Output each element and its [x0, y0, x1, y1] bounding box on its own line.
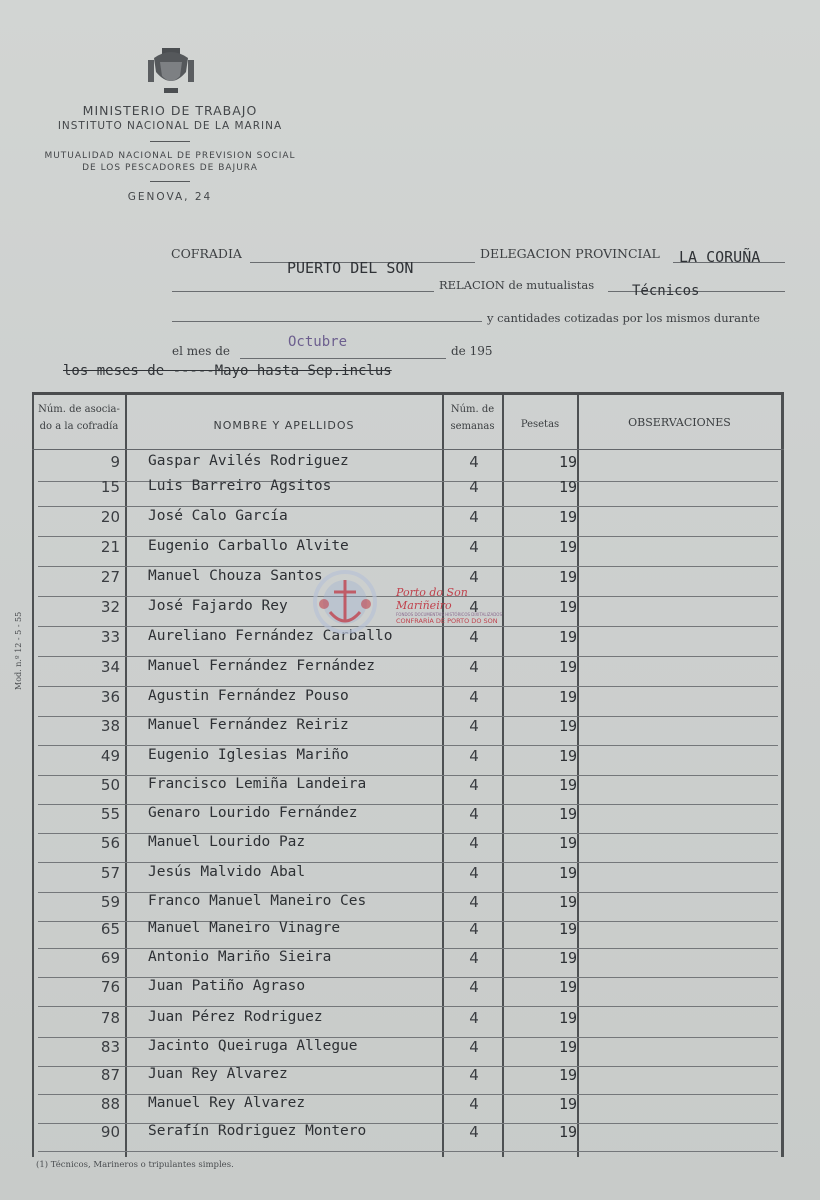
weeks-count: 4: [469, 893, 479, 911]
members-table: [32, 392, 784, 1157]
pesetas-amount: 19: [559, 805, 578, 823]
header-rule: [32, 449, 784, 450]
cantidades-label: y cantidades cotizadas por los mismos durante: [487, 311, 760, 325]
anchor-seal-icon: [312, 562, 378, 642]
weeks-count: 4: [469, 688, 479, 706]
weeks-count: 4: [469, 747, 479, 765]
weeks-count: 4: [469, 1123, 479, 1141]
pesetas-amount: 19: [559, 568, 578, 586]
header-num-asociado: [34, 401, 124, 435]
table-row: [32, 1009, 784, 1038]
weeks-count: 4: [469, 478, 479, 496]
member-name: Eugenio Iglesias Mariño: [148, 747, 349, 763]
weeks-count: 4: [469, 978, 479, 996]
blank-underline: [172, 291, 434, 292]
weeks-count: 4: [469, 1095, 479, 1113]
member-name: Franco Manuel Maneiro Ces: [148, 893, 367, 909]
weeks-count: 4: [469, 1009, 479, 1027]
member-number: 38: [100, 717, 120, 735]
table-row: [32, 538, 784, 567]
member-name: Manuel Rey Alvarez: [148, 1095, 306, 1111]
form-model-number: Mod. n.º 12 - 5 - 55: [14, 611, 23, 690]
table-row: [32, 949, 784, 978]
member-number: 50: [100, 776, 120, 794]
row-rule: [38, 862, 778, 863]
member-number: 49: [100, 747, 120, 765]
mutual-name-line1: MUTUALIDAD NACIONAL DE PREVISION SOCIAL: [44, 151, 296, 161]
mes-underline: [240, 358, 446, 359]
watermark-subtitle: FONDOS DOCUMENTAIS HISTÓRICOS DIXITALIZADOS: [396, 612, 502, 617]
pesetas-amount: 19: [559, 1095, 578, 1113]
weeks-count: 4: [469, 864, 479, 882]
row-rule: [38, 626, 778, 627]
member-name: Jacinto Queiruga Allegue: [148, 1038, 358, 1054]
member-number: 27: [100, 568, 120, 586]
row-rule: [38, 536, 778, 537]
table-row: [32, 747, 784, 776]
pesetas-amount: 19: [559, 688, 578, 706]
member-number: 78: [100, 1009, 120, 1027]
table-row: [32, 805, 784, 834]
weeks-count: 4: [469, 920, 479, 938]
pesetas-amount: 19: [559, 1009, 578, 1027]
weeks-count: 4: [469, 598, 479, 616]
relacion-label: RELACION de mutualistas: [439, 278, 595, 292]
blank-underline: [172, 321, 482, 322]
weeks-count: 4: [469, 717, 479, 735]
pesetas-amount: 19: [559, 978, 578, 996]
pesetas-amount: 19: [559, 628, 578, 646]
delegacion-label: DELEGACION PROVINCIAL: [480, 246, 660, 261]
member-name: Aureliano Fernández Carballo: [148, 628, 393, 644]
table-row: [32, 776, 784, 805]
table-row: [32, 478, 784, 507]
member-name: Juan Patiño Agraso: [148, 978, 306, 994]
header-pesetas: Pesetas: [520, 419, 560, 430]
member-number: 21: [100, 538, 120, 556]
table-row: [32, 864, 784, 893]
member-name: Manuel Maneiro Vinagre: [148, 920, 341, 936]
cofradia-value: PUERTO DEL SON: [287, 259, 414, 277]
table-row: [32, 688, 784, 717]
table-row: [32, 1038, 784, 1067]
weeks-count: 4: [469, 568, 479, 586]
member-name: Francisco Lemiña Landeira: [148, 776, 367, 792]
table-row: [32, 834, 784, 863]
table-row: [32, 717, 784, 746]
weeks-count: 4: [469, 508, 479, 526]
member-number: 34: [100, 658, 120, 676]
table-row: [32, 1123, 784, 1152]
table-row: [32, 1095, 784, 1124]
table-row: [32, 508, 784, 537]
mes-value: Octubre: [288, 334, 348, 350]
weeks-count: 4: [469, 805, 479, 823]
struck-text: los meses de -----Mayo hasta Sep.inclus: [63, 363, 392, 379]
pesetas-amount: 19: [559, 864, 578, 882]
table-row: [32, 1066, 784, 1095]
weeks-count: 4: [469, 834, 479, 852]
weeks-count: 4: [469, 453, 479, 471]
weeks-count: 4: [469, 949, 479, 967]
member-name: Genaro Lourido Fernández: [148, 805, 358, 821]
member-number: 76: [100, 978, 120, 996]
watermark-title: Porto do Son Mariñeiro: [396, 586, 468, 612]
address: GENOVA, 24: [127, 191, 213, 203]
member-number: 57: [100, 864, 120, 882]
pesetas-amount: 19: [559, 453, 578, 471]
member-name: Agustin Fernández Pouso: [148, 688, 349, 704]
delegacion-value: LA CORUÑA: [679, 248, 761, 266]
table-row: [32, 893, 784, 922]
member-name: Manuel Fernández Fernández: [148, 658, 375, 674]
weeks-count: 4: [469, 1038, 479, 1056]
row-rule: [38, 745, 778, 746]
weeks-count: 4: [469, 776, 479, 794]
header-num-asociado-line1: Núm. de asocia-: [38, 404, 120, 415]
member-number: 32: [100, 598, 120, 616]
row-rule: [38, 656, 778, 657]
member-name: Manuel Chouza Santos: [148, 568, 323, 584]
header-divider: [150, 141, 190, 142]
ministry-name: MINISTERIO DE TRABAJO: [82, 103, 258, 118]
weeks-count: 4: [469, 658, 479, 676]
pesetas-amount: 19: [559, 1038, 578, 1056]
pesetas-amount: 19: [559, 747, 578, 765]
header-semanas-line1: Núm. de: [450, 404, 495, 415]
row-rule: [38, 686, 778, 687]
member-name: Gaspar Avilés Rodriguez: [148, 453, 349, 469]
pesetas-amount: 19: [559, 893, 578, 911]
row-rule: [38, 1151, 778, 1152]
relacion-value: Técnicos: [632, 283, 700, 299]
header-observaciones: OBSERVACIONES: [628, 416, 731, 429]
mutual-name-line2: DE LOS PESCADORES DE BAJURA: [82, 163, 258, 173]
year-label: de 195: [451, 344, 493, 358]
institute-name: INSTITUTO NACIONAL DE LA MARINA: [57, 120, 283, 132]
member-name: José Fajardo Rey: [148, 598, 288, 614]
pesetas-amount: 19: [559, 949, 578, 967]
member-number: 33: [100, 628, 120, 646]
member-name: Jesús Malvido Abal: [148, 864, 306, 880]
header-semanas: [443, 401, 502, 435]
member-name: Manuel Fernández Reiriz: [148, 717, 349, 733]
pesetas-amount: 19: [559, 538, 578, 556]
member-name: Serafín Rodriguez Montero: [148, 1123, 367, 1139]
pesetas-amount: 19: [559, 920, 578, 938]
member-name: Antonio Mariño Sieira: [148, 949, 332, 965]
table-row: [32, 920, 784, 949]
pesetas-amount: 19: [559, 478, 578, 496]
pesetas-amount: 19: [559, 717, 578, 735]
table-row: [32, 978, 784, 1007]
member-number: 9: [110, 453, 120, 471]
member-number: 90: [100, 1123, 120, 1141]
member-name: Luis Barreiro Agsitos: [148, 478, 332, 494]
member-name: Manuel Lourido Paz: [148, 834, 306, 850]
weeks-count: 4: [469, 538, 479, 556]
member-number: 36: [100, 688, 120, 706]
member-number: 56: [100, 834, 120, 852]
footnote: (1) Técnicos, Marineros o tripulantes simples.: [36, 1160, 234, 1170]
header-divider: [150, 181, 190, 182]
table-row: [32, 628, 784, 657]
member-name: Eugenio Carballo Alvite: [148, 538, 349, 554]
row-rule: [38, 566, 778, 567]
weeks-count: 4: [469, 628, 479, 646]
member-number: 69: [100, 949, 120, 967]
header-nombre: NOMBRE Y APELLIDOS: [213, 419, 355, 432]
member-number: 15: [100, 478, 120, 496]
cofradia-label: COFRADIA: [171, 246, 242, 261]
pesetas-amount: 19: [559, 776, 578, 794]
member-number: 88: [100, 1095, 120, 1113]
member-name: José Calo García: [148, 508, 288, 524]
row-rule: [38, 506, 778, 507]
member-number: 59: [100, 893, 120, 911]
member-number: 83: [100, 1038, 120, 1056]
table-row: [32, 658, 784, 687]
header-num-asociado-line2: do a la cofradía: [39, 421, 119, 432]
member-number: 55: [100, 805, 120, 823]
pesetas-amount: 19: [559, 1066, 578, 1084]
watermark-org: CONFRARÍA DE PORTO DO SON: [396, 617, 498, 625]
header-semanas-line2: semanas: [450, 421, 495, 432]
row-rule: [38, 1006, 778, 1007]
mes-label: el mes de: [172, 344, 230, 358]
member-name: Juan Rey Alvarez: [148, 1066, 288, 1082]
coat-of-arms-icon: [148, 46, 194, 96]
pesetas-amount: 19: [559, 1123, 578, 1141]
pesetas-amount: 19: [559, 658, 578, 676]
member-number: 65: [100, 920, 120, 938]
member-number: 20: [100, 508, 120, 526]
member-name: Juan Pérez Rodriguez: [148, 1009, 323, 1025]
pesetas-amount: 19: [559, 834, 578, 852]
weeks-count: 4: [469, 1066, 479, 1084]
member-number: 87: [100, 1066, 120, 1084]
pesetas-amount: 19: [559, 598, 578, 616]
pesetas-amount: 19: [559, 508, 578, 526]
archive-watermark: [396, 586, 526, 625]
